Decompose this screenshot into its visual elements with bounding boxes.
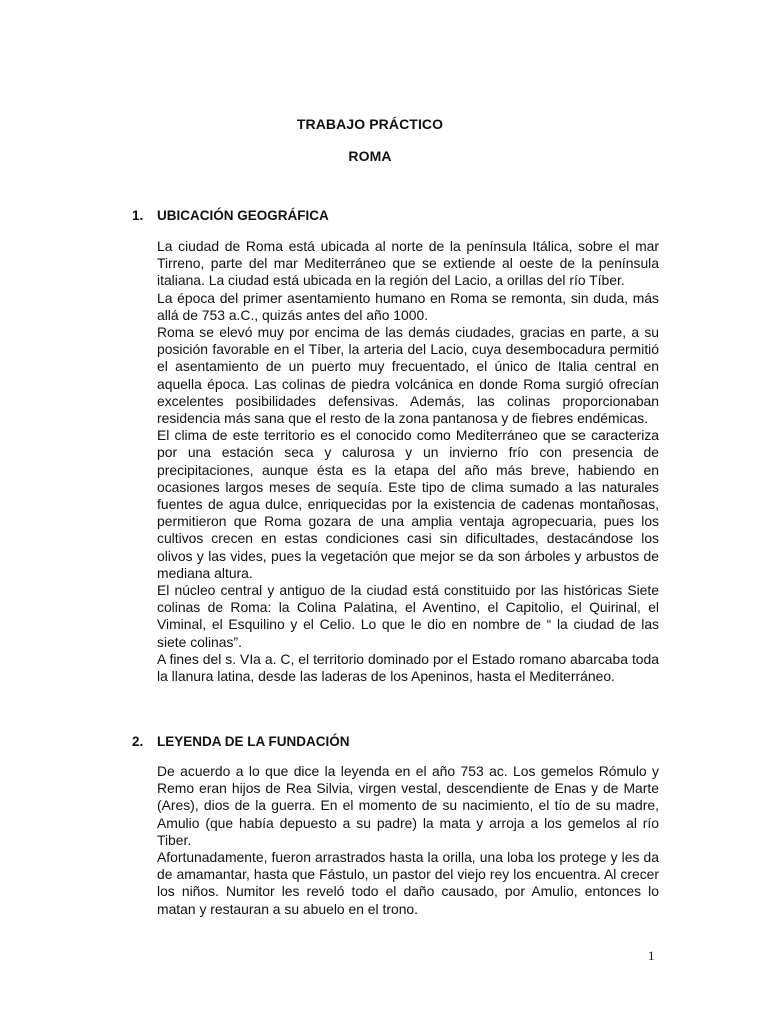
section-number: 2. [132,734,144,749]
paragraph: A fines del s. VIa a. C, el territorio dominado por el Estado romano abarcaba toda la llanura latina, desde las laderas de los Apeninos, hasta el Mediterráneo. [157,650,659,685]
section-title: LEYENDA DE LA FUNDACIÓN [157,734,350,749]
paragraph: Roma se elevó muy por encima de las demás ciudades, gracias en parte, a su posición favorable en el Tíber, la arteria del Lacio, cuya desembocadura permitió el asentamiento de un puerto muy frecuentado, el único de Italia central en aquella época. Las colinas de piedra volcánica en donde Roma surgió ofrecían excelentes posibilidades defensivas. Además, las colinas proporcionaban residencia más sana que el resto de la zona pantanosa y de fiebres endémicas. [157,324,659,427]
section-body [157,238,659,685]
document-subtitle: ROMA [348,148,392,164]
paragraph: La ciudad de Roma está ubicada al norte de la península Itálica, sobre el mar Tirreno, parte del mar Mediterráneo que se extiende al oeste de la península italiana. La ciudad está ubicada en la región del Lacio, a orillas del río Tíber. [157,238,659,289]
paragraph: La época del primer asentamiento humano en Roma se remonta, sin duda, más allá de 753 a.C., quizás antes del año 1000. [157,289,659,323]
paragraph: El núcleo central y antiguo de la ciudad está constituido por las históricas Siete colinas de Roma: la Colina Palatina, el Aventino, el Capitolio, el Quirinal, el Viminal, el Esquilino y el Celio. Lo que le dio en nombre de “ la ciudad de las siete colinas”. [157,582,659,650]
section-number: 1. [132,208,144,223]
paragraph: De acuerdo a lo que dice la leyenda en el año 753 ac. Los gemelos Rómulo y Remo eran hijos de Rea Silvia, virgen vestal, descendiente de Enas y de Marte (Ares), dios de la guerra. En el momento de su nacimiento, el tío de su madre, Amulio (que había depuesto a su padre) la mata y arroja a los gemelos al río Tiber. [157,763,659,848]
document-title: TRABAJO PRÁCTICO [296,116,444,132]
paragraph: Afortunadamente, fueron arrastrados hasta la orilla, una loba los protege y les da de amamantar, hasta que Fástulo, un pastor del viejo rey los encuentra. Al crecer los niños. Numitor les reveló todo el daño causado, por Amulio, entonces lo matan y restauran a su abuelo en el trono. [157,849,659,917]
paragraph: El clima de este territorio es el conocido como Mediterráneo que se caracteriza por una estación seca y calurosa y un invierno frío con presencia de precipitaciones, aunque ésta es la etapa del año más breve, habiendo en ocasiones largos meses de sequía. Este tipo de clima sumado a las naturales fuentes de agua dulce, enriquecidas por la existencia de cadenas montañosas, permitieron que Roma gozara de una amplia ventaja agropecuaria, pues los cultivos crecen en estas condiciones casi sin dificultades, destacándose los olivos y las vides, pues la vegetación que mejor se da son árboles y arbustos de mediana altura. [157,427,659,581]
section-title: UBICACIÓN GEOGRÁFICA [157,208,329,223]
section-heading [132,734,350,749]
section-body [157,763,659,918]
section-heading [132,208,329,223]
page-number: 1 [648,948,655,963]
